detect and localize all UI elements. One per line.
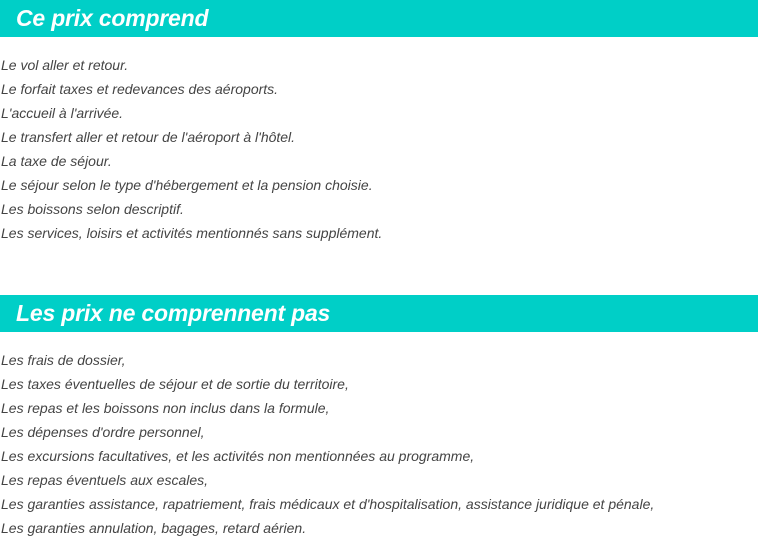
list-item: Les excursions facultatives, et les activités non mentionnées au programme, [1, 448, 475, 464]
section-title-included: Ce prix comprend [16, 5, 209, 31]
list-item: Les boissons selon descriptif. [1, 201, 184, 217]
list-item: Les garanties assistance, rapatriement, frais médicaux et d'hospitalisation, assistance juridique et pénale, [1, 496, 655, 512]
excluded-items-list [1, 351, 654, 543]
list-item: Les repas et les boissons non inclus dans la formule, [1, 400, 330, 416]
section-header-excluded [0, 295, 758, 332]
included-items-list [1, 56, 382, 248]
list-item: Les dépenses d'ordre personnel, [1, 424, 205, 440]
list-item: Les taxes éventuelles de séjour et de sortie du territoire, [1, 376, 349, 392]
list-item: Le transfert aller et retour de l'aéroport à l'hôtel. [1, 129, 296, 145]
list-item: Les services, loisirs et activités mentionnés sans supplément. [1, 225, 383, 241]
list-item: L'accueil à l'arrivée. [1, 105, 124, 121]
section-header-included [0, 0, 758, 37]
section-title-excluded: Les prix ne comprennent pas [16, 300, 331, 326]
list-item: Les frais de dossier, [1, 352, 126, 368]
list-item: Le séjour selon le type d'hébergement et la pension choisie. [1, 177, 373, 193]
list-item: Les garanties annulation, bagages, retard aérien. [1, 520, 307, 536]
list-item: La taxe de séjour. [1, 153, 112, 169]
list-item: Le vol aller et retour. [1, 57, 129, 73]
list-item: Le forfait taxes et redevances des aéroports. [1, 81, 279, 97]
list-item: Les repas éventuels aux escales, [1, 472, 209, 488]
